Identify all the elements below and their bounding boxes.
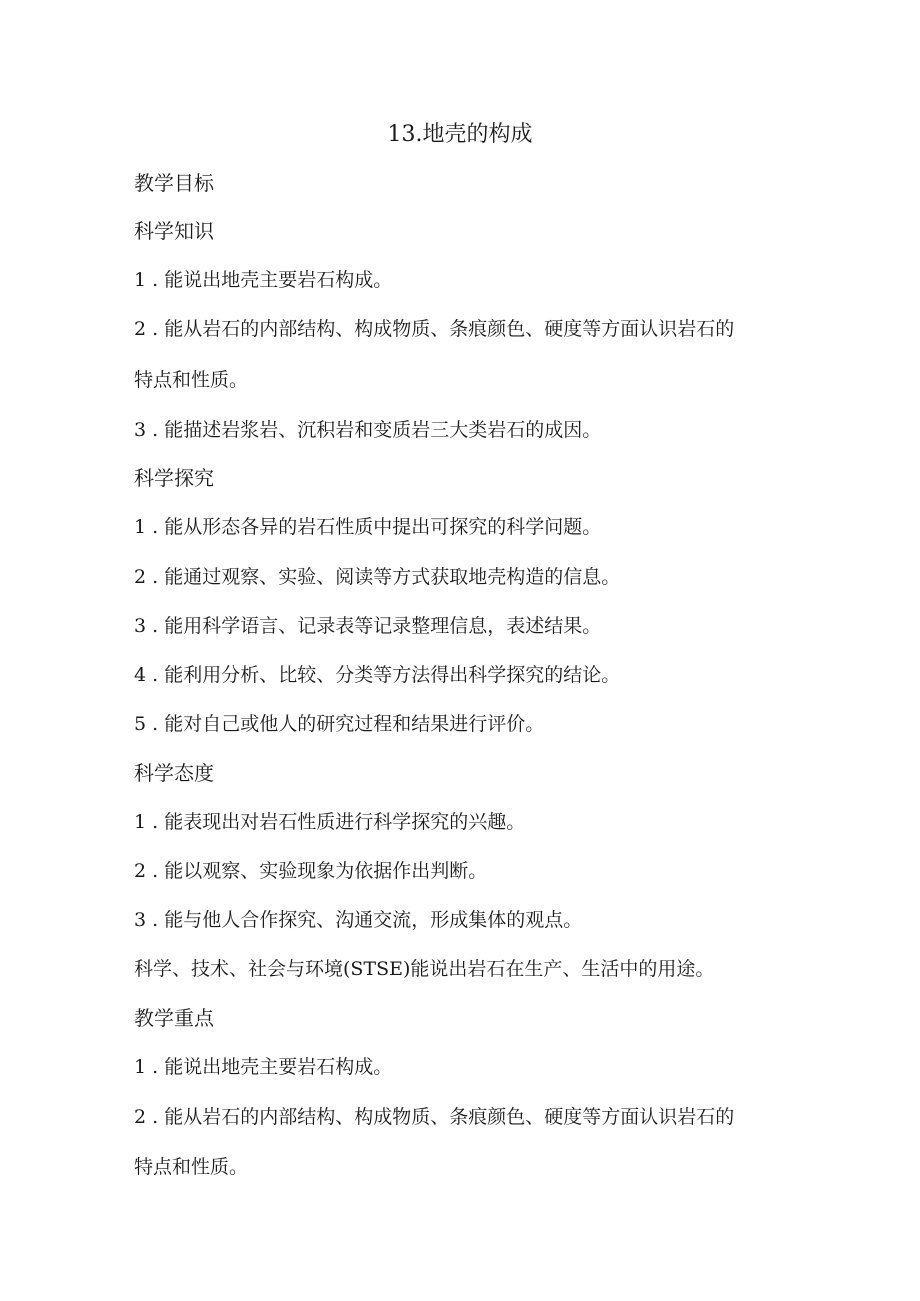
stse-statement: 科学、技术、社会与环境(STSE)能说出岩石在生产、生活中的用途。 [134, 958, 715, 980]
subsection-heading-science-knowledge: 科学知识 [134, 219, 214, 243]
list-item-continuation: 特点和性质。 [134, 369, 249, 391]
section-heading-teaching-focus: 教学重点 [134, 1006, 214, 1030]
list-item: 1 . 能从形态各异的岩石性质中提出可探究的科学问题。 [134, 516, 602, 538]
list-item: 3 . 能用科学语言、记录表等记录整理信息，表述结果。 [134, 615, 602, 637]
list-item: 1 . 能表现出对岩石性质进行科学探究的兴趣。 [134, 811, 526, 833]
list-item: 5 . 能对自己或他人的研究过程和结果进行评价。 [134, 713, 545, 735]
list-item: 1 . 能说出地壳主要岩石构成。 [134, 1056, 393, 1078]
list-item: 4 . 能利用分析、比较、分类等方法得出科学探究的结论。 [134, 664, 621, 686]
list-item: 2 . 能以观察、实验现象为依据作出判断。 [134, 860, 488, 882]
subsection-heading-science-attitude: 科学态度 [134, 761, 214, 785]
document-title: 13.地壳的构成 [387, 122, 533, 147]
section-heading-teaching-goals: 教学目标 [134, 171, 214, 195]
list-item: 2 . 能从岩石的内部结构、构成物质、条痕颜色、硬度等方面认识岩石的 [134, 318, 735, 340]
list-item: 3 . 能与他人合作探究、沟通交流，形成集体的观点。 [134, 909, 583, 931]
list-item: 3 . 能描述岩浆岩、沉积岩和变质岩三大类岩石的成因。 [134, 419, 602, 441]
list-item: 2 . 能从岩石的内部结构、构成物质、条痕颜色、硬度等方面认识岩石的 [134, 1106, 735, 1128]
list-item: 1 . 能说出地壳主要岩石构成。 [134, 269, 393, 291]
subsection-heading-science-inquiry: 科学探究 [134, 466, 214, 490]
list-item: 2 . 能通过观察、实验、阅读等方式获取地壳构造的信息。 [134, 566, 621, 588]
list-item-continuation: 特点和性质。 [134, 1156, 249, 1178]
